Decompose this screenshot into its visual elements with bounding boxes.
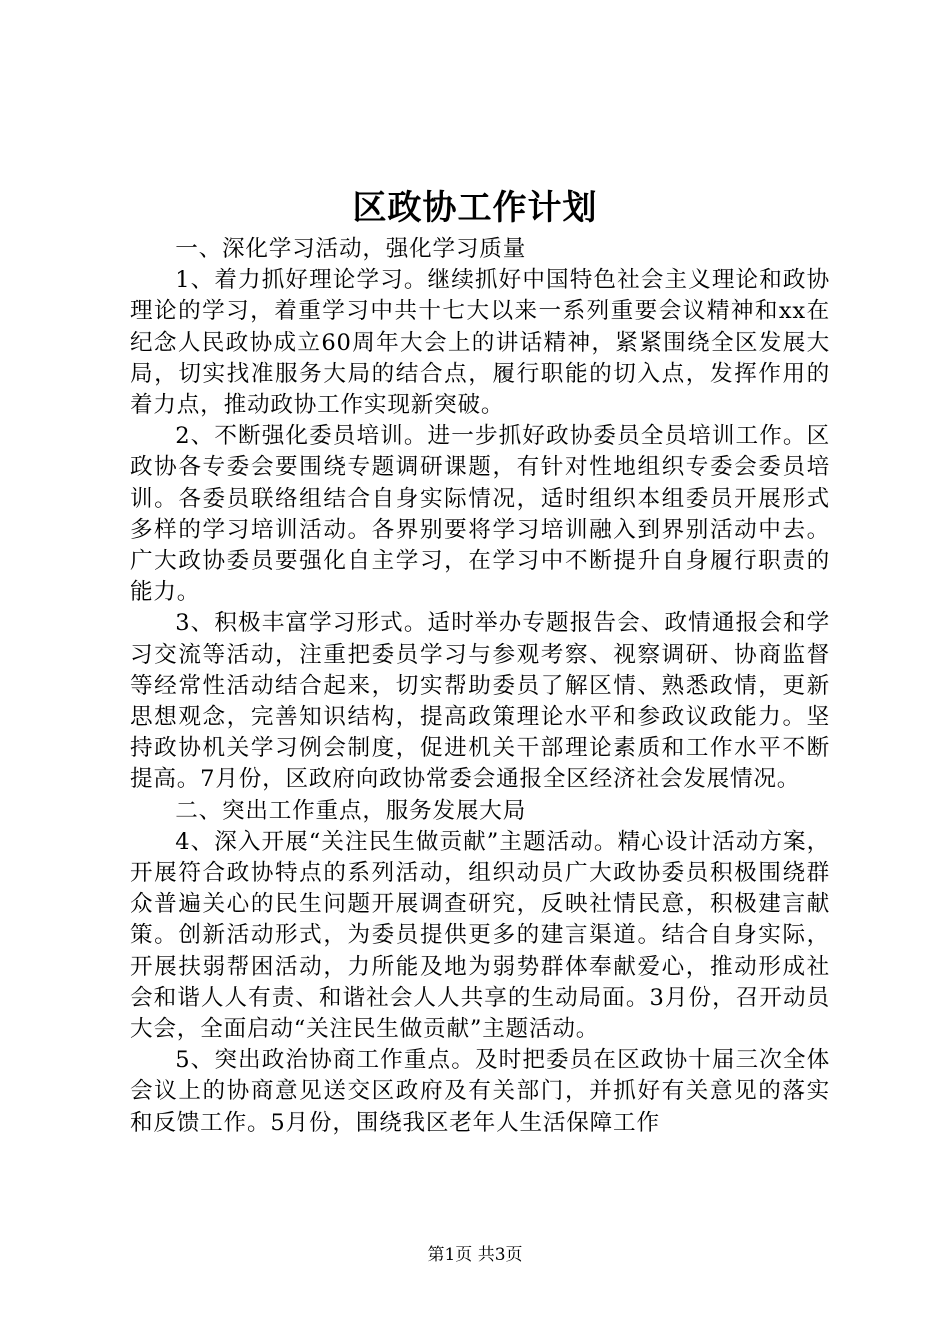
- paragraph-item-2: 2、不断强化委员培训。进一步抓好政协委员全员培训工作。区政协各专委会要围绕专题调研课题，有针对性地组织专委会委员培训。各委员联络组结合自身实际情况，适时组织本组委员开展形式多样的学习培训活动。各界别要将学习培训融入到界别活动中去。广大政协委员要强化自主学习，在学习中不断提升自身履行职责的能力。: [130, 423, 830, 606]
- paragraph-item-3: 3、积极丰富学习形式。适时举办专题报告会、政情通报会和学习交流等活动，注重把委员学习与参观考察、视察调研、协商监督等经常性活动结合起来，切实帮助委员了解区情、熟悉政情，更新思想观念，完善知识结构，提高政策理论水平和参政议政能力。坚持政协机关学习例会制度，促进机关干部理论素质和工作水平不断提高。7月份，区政府向政协常委会通报全区经济社会发展情况。: [130, 610, 830, 793]
- paragraph-item-4: 4、深入开展“关注民生做贡献”主题活动。精心设计活动方案，开展符合政协特点的系列活动，组织动员广大政协委员积极围绕群众普遍关心的民生问题开展调查研究，反映社情民意，积极建言献策。创新活动形式，为委员提供更多的建言渠道。结合自身实际，开展扶弱帮困活动，力所能及地为弱势群体奉献爱心，推动形成社会和谐人人有责、和谐社会人人共享的生动局面。3月份，召开动员大会，全面启动“关注民生做贡献”主题活动。: [130, 828, 830, 1043]
- paragraph-item-1: 1、着力抓好理论学习。继续抓好中国特色社会主义理论和政协理论的学习，着重学习中共十七大以来一系列重要会议精神和xx在纪念人民政协成立60周年大会上的讲话精神，紧紧围绕全区发展大局，切实找准服务大局的结合点，履行职能的切入点，发挥作用的着力点，推动政协工作实现新突破。: [130, 267, 830, 419]
- document-title: 区政协工作计划: [352, 188, 598, 228]
- paragraph-item-5: 5、突出政治协商工作重点。及时把委员在区政协十届三次全体会议上的协商意见送交区政府及有关部门，并抓好有关意见的落实和反馈工作。5月份，围绕我区老年人生活保障工作: [130, 1047, 830, 1136]
- page-number: 第1页 共3页: [427, 1245, 523, 1265]
- document-body: [130, 234, 830, 1139]
- section-heading-2: 二、突出工作重点，服务发展大局: [175, 797, 527, 824]
- section-heading-1: 一、深化学习活动，强化学习质量: [175, 236, 527, 262]
